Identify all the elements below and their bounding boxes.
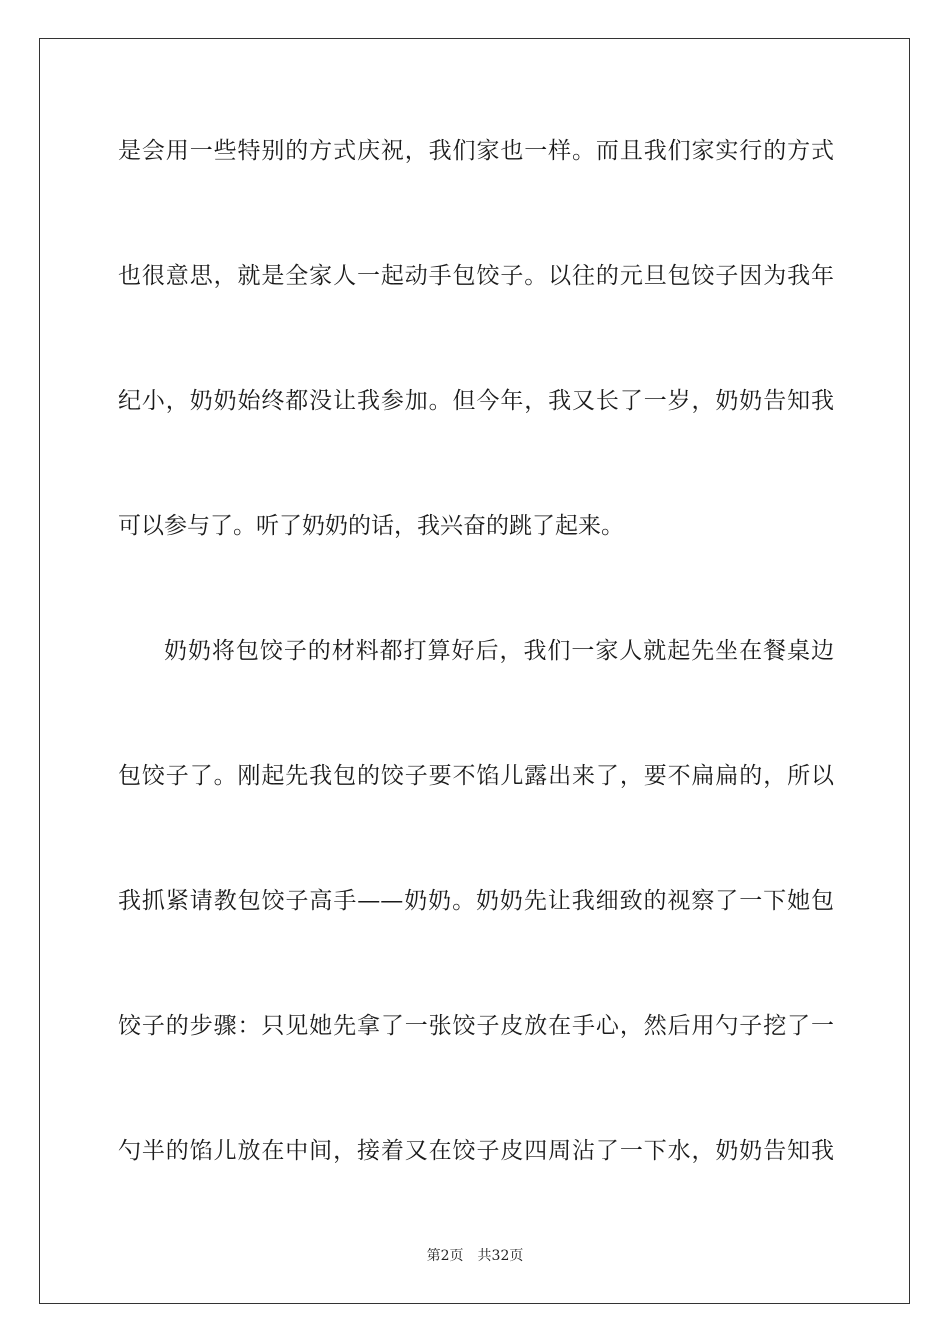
paragraph-line: 是会用一些特别的方式庆祝，我们家也一样。而且我们家实行的方式 bbox=[118, 138, 834, 164]
paragraph-line: 可以参与了。听了奶奶的话，我兴奋的跳了起来。 bbox=[118, 513, 624, 539]
paragraph-line: 饺子的步骤：只见她先拿了一张饺子皮放在手心，然后用勺子挖了一 bbox=[118, 1013, 834, 1039]
paragraph-line: 勺半的馅儿放在中间，接着又在饺子皮四周沾了一下水，奶奶告知我 bbox=[118, 1138, 834, 1164]
page-number: 第2页 bbox=[426, 1248, 464, 1264]
paragraph-line: 也很意思，就是全家人一起动手包饺子。以往的元旦包饺子因为我年 bbox=[118, 263, 834, 289]
page-border bbox=[39, 38, 910, 1304]
page-footer bbox=[0, 1247, 950, 1265]
paragraph-line: 我抓紧请教包饺子高手——奶奶。奶奶先让我细致的视察了一下她包 bbox=[118, 888, 834, 914]
paragraph-line: 包饺子了。刚起先我包的饺子要不馅儿露出来了，要不扁扁的，所以 bbox=[118, 763, 834, 789]
paragraph-first-line: 奶奶将包饺子的材料都打算好后，我们一家人就起先坐在餐桌边 bbox=[164, 638, 834, 664]
paragraph-line: 纪小，奶奶始终都没让我参加。但今年，我又长了一岁，奶奶告知我 bbox=[118, 388, 834, 414]
page-total: 共32页 bbox=[477, 1248, 524, 1264]
